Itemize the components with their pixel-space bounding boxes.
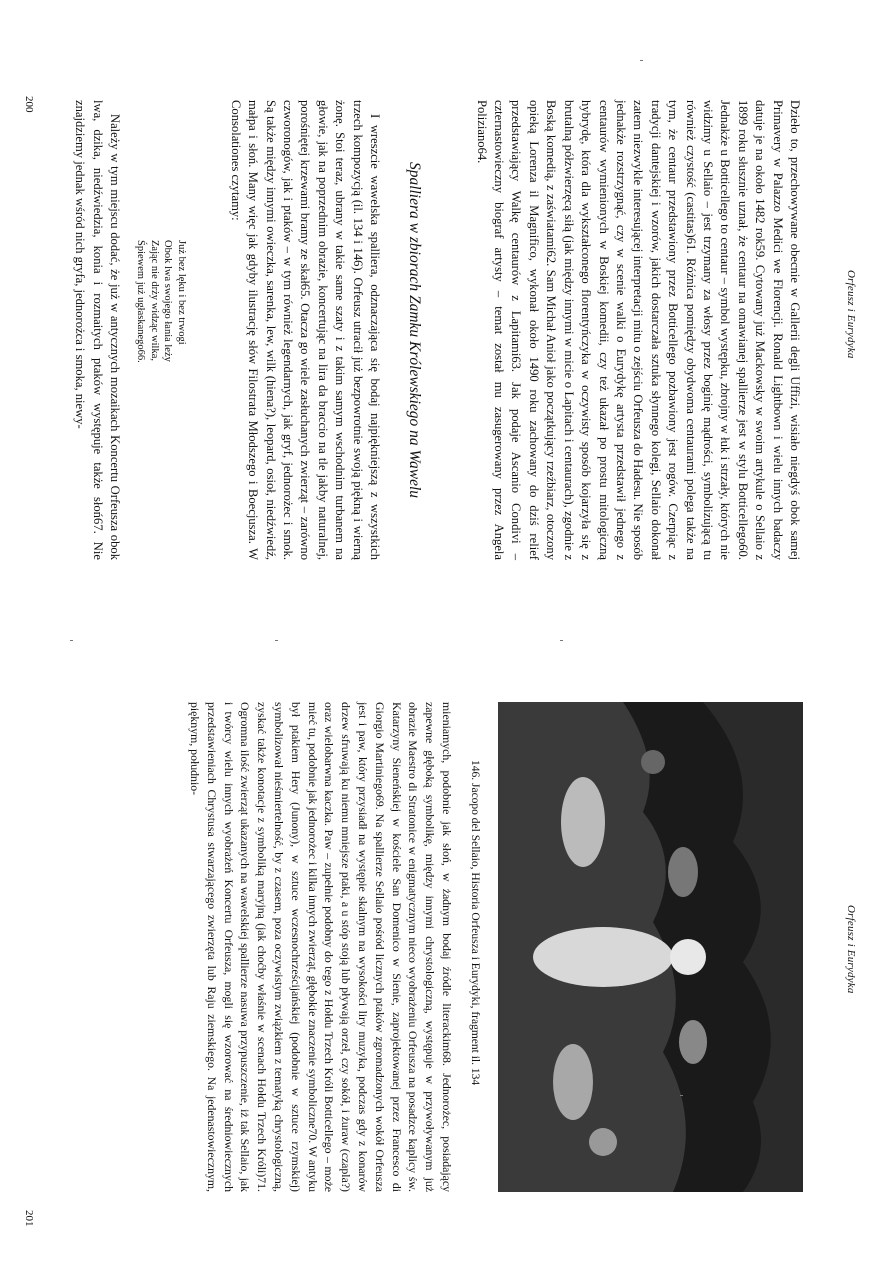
scan-speck: [560, 640, 563, 641]
scan-speck: [70, 640, 73, 641]
scan-speck: [640, 60, 643, 61]
paragraph-1: Dzieło to, przechowywane obecnie w Gallerii degli Uffizi, wisiało niegdyś obok samej Primavery w Palazzo Medici we Florencji. Ronald Lightbown i wielu innych badaczy datuje je na około 1482 rok59. Cytowany już Mackowsky w swoim artykule o Sellaio z 1899 roku słusznie uznał, że centaur na omawianej spallierze jest w stylu Botticellego60. Jednakże u Botticellego to centaur – symbol występku, zbrojny w łuk i strzały, których nie widzimy u Sellaio – jest trzymany za włosy przez boginię mądrości, symbolizującą tu również czystość (castitas)61. Różnica pomiędzy obydwoma centaurami polega także na tym, że centaur przedstawiony przez Botticellego pozbawiony jest rogów. Czerpiąc z tradycji dantejskiej i wzorów, jakich dostarczała sztuka słynnego kolegi, Sellaio dokonał zatem niezwykle interesującej interpretacji mitu o zejściu Orfeusza do Hadesu. Nie sposób jednakże rozstrzygnąć, czy w scenie walki o Eurydykę artysta przedstawił jednego z centaurów wymienionych w Boskiej komedii, czy też ukazał po prostu mitologiczną hybrydę, która dla wykształconego florentyńczyka w oczywisty sposób kojarzyła się z brutalną półzwierzęcą siłą (jak między innymi w micie o Lapitach i centaurach), zgodnie z Boską komedią, z zaświatami62. Sam Michał Anioł jako początkujący rzeźbiarz, otoczony opieką Lorenza il Magnifico, wykonał około 1490 roku zachowany do dziś relief przedstawiający Walkę centaurów z Lapitami63. Jak podaje Ascanio Condivi – czternastowieczny biograf artysty – temat został mu zasugerowany przez Angela Poliziano64.: [474, 100, 802, 560]
paragraph-3: Należy w tym miejscu dodać, że już w antycznych mozaikach Koncertu Orfeusza obok lwa, dzika, niedźwiedzia, konia i rozmaitych ptaków występuje także słoń67. Nie znajdziemy jednak wśród nich gryfa, jednorożca i smoka, niewy-: [73, 100, 122, 560]
poem-line: Już bez lęku i bez trwogi: [176, 240, 187, 345]
running-head-right: Orfeusz i Eurydyka: [845, 905, 857, 994]
poem-line: Śpiewem już ugłaskanego66.: [135, 240, 147, 363]
scan-speck: [680, 1095, 683, 1096]
figure-146-photo: [498, 702, 803, 1192]
paragraph-1: mieniamych, podobnie jak słoń, w żadnym bodaj źródle literackim68. Jednorożec, posiadający zapewne głęboką symbolikę, między innymi chrystologiczną, występuje w przywoływanym już obrazie Maestro di Stratonice w enigmatycznym nieco wyobrażeniu Orfeusza na posadzce kaplicy św. Katarzyny Sieneńskiej w kościele San Domenico w Sienie, zaprojektowanej przez Francesco di Giorgio Martiniego69. Na spallierze Sellaio pośród licznych ptaków zgromadzonych wokół Orfeusza jest i paw, który przysiadł na występie skalnym na wysokości liry muzyka, podczas gdy z konarów drzew sfruwają ku niemu mniejsze ptaki, a u stóp stoją lub pływają orzeł, czy sokół, i żuraw (czapla?) oraz wielobarwna kaczka. Paw – zupełnie podobny do tego z Hołdu Trzech Króli Botticellego – może mieć tu, podobnie jak jednorożec i kilka innych zwierząt, głębokie znaczenie symboliczne70. W antyku był ptakiem Hery (Junony), w sztuce wczesnochrześcijańskiej (podobnie w sztuce rzymskiej) symbolizował nieśmiertelność, by z czasem, poza oczywistym związkiem z tematyką chrystologiczną, zyskać także konotacje z symboliką maryjną (jak choćby właśnie w scenach Hołdu Trzech Króli)71. Ogromna ilość zwierząt ukazanych na wawelskiej spallierze nasuwa przypuszczenie, iż tak Sellaio, jak i twórcy wielu innych wyobrażeń Koncertu Orfeusza, mogli się wzorować na średniowiecznych przedstawieniach Chrystusa stwarzającego zwierzęta lub Raju ziemskiego. Na jedenastowiecznym, pięknym, południo-: [188, 702, 454, 1192]
painting-image: [498, 702, 803, 1192]
page-number-right: 201: [23, 1210, 35, 1227]
poem-quote: [134, 240, 188, 500]
poem-line: Zając nie drży widząc wilka,: [149, 240, 160, 361]
figure-caption: 146. Jacopo del Sellaio, Historia Orfeusza i Eurydyki, fragment il. 134: [469, 760, 481, 1086]
section-heading: Spalliera w zbiorach Zamku Królewskiego na Wawelu: [406, 161, 423, 499]
running-head-left: Orfeusz i Eurydyka: [845, 270, 857, 359]
scan-speck: [275, 640, 278, 641]
poem-line: Obok lwa swojego łania leży: [162, 240, 174, 362]
page-201: [0, 640, 893, 1263]
paragraph-2: I wreszcie wawelska spalliera, odznaczająca się bodaj najpiękniejszą z wszystkich trzech kompozycją (il. 134 i 146). Orfeusz utracił już bezpowrotnie swoją piękną i wierną żonę. Stoi teraz, ubrany w takie same szaty i z takim samym wschodnim turbanem na głowie, jak na poprzednim obrazie, koncertując na lira da braccio na tle jakby naturalnej, porośniętej krzewami bramy ze skał65. Otacza go wiele zasłuchanych zwierząt – zarówno czworonogów, jak i ptaków – w tym również legendarnych, jak gryf, jednorożec i smok. Są także między innymi owieczka, sarenka, lew, wilk (hiena?), leopard, osioł, niedźwiedź, małpa i słoń. Many więc jak gdyby ilustrację słów Filostrata Młodszego i Boecjusza. W Consolationes czytamy:: [228, 100, 382, 560]
page-number-left: 200: [23, 96, 35, 113]
